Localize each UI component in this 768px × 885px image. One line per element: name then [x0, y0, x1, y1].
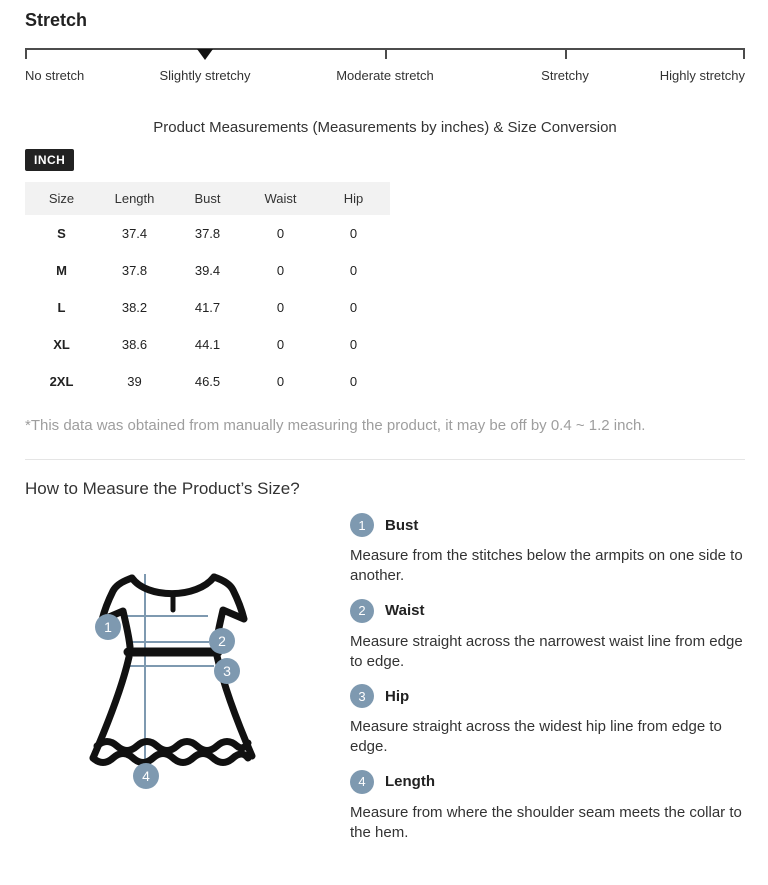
cell-length: 37.8	[121, 263, 148, 278]
unit-toggle-inch[interactable]: INCH	[25, 149, 74, 171]
cell-waist: 0	[276, 226, 285, 241]
col-header-waist: Waist	[244, 182, 317, 215]
dress-hem-upper-wave	[97, 742, 248, 751]
cell-hip: 0	[349, 337, 358, 352]
size-table-header-row	[25, 182, 390, 215]
cell-size: S	[57, 226, 66, 241]
size-table	[25, 182, 390, 400]
scale-tick	[25, 50, 27, 59]
table-row	[25, 326, 390, 363]
cell-hip: 0	[349, 300, 358, 315]
how-to-measure-section	[25, 513, 745, 855]
list-item	[350, 770, 745, 844]
list-item	[350, 513, 745, 587]
dress-measurement-diagram	[25, 513, 350, 855]
col-header-size: Size	[25, 182, 98, 215]
scale-label-highly-stretchy: Highly stretchy	[659, 68, 745, 83]
cell-length: 37.4	[121, 226, 148, 241]
cell-size: L	[57, 300, 66, 315]
instruction-desc-length: Measure from where the shoulder seam meets the collar to the hem.	[350, 803, 742, 841]
cell-size: 2XL	[49, 374, 74, 389]
section-divider	[25, 459, 745, 460]
scale-label-stretchy: Stretchy	[541, 68, 589, 83]
scale-tick	[743, 50, 745, 59]
cell-length: 38.6	[121, 337, 148, 352]
number-badge-1: 1	[350, 513, 374, 537]
cell-bust: 46.5	[194, 374, 221, 389]
cell-waist: 0	[276, 263, 285, 278]
instruction-desc-waist: Measure straight across the narrowest waist line from edge to edge.	[350, 632, 743, 670]
diagram-marker-1-label: 1	[104, 619, 112, 635]
instruction-label-bust: Bust	[385, 516, 419, 534]
dress-hem-lower-wave	[93, 754, 248, 763]
number-badge-4: 4	[350, 770, 374, 794]
how-to-measure-title: How to Measure the Product’s Size?	[25, 479, 300, 498]
list-item	[350, 684, 745, 758]
number-badge-2: 2	[350, 599, 374, 623]
cell-size: XL	[53, 337, 70, 352]
cell-hip: 0	[349, 226, 358, 241]
cell-size: M	[56, 263, 67, 278]
col-header-hip: Hip	[317, 182, 390, 215]
instruction-label-length: Length	[385, 773, 435, 790]
cell-hip: 0	[349, 374, 358, 389]
diagram-marker-3-label: 3	[223, 663, 231, 679]
table-row	[25, 363, 390, 400]
instruction-label-waist: Waist	[385, 602, 425, 619]
diagram-marker-4-label: 4	[142, 768, 150, 784]
cell-waist: 0	[276, 374, 285, 389]
cell-waist: 0	[276, 337, 285, 352]
stretch-scale-track	[25, 48, 745, 57]
scale-label-slightly-stretchy: Slightly stretchy	[159, 68, 251, 83]
cell-length: 38.2	[121, 300, 148, 315]
scale-label-no-stretch: No stretch	[25, 68, 85, 83]
scale-tick	[565, 50, 567, 59]
cell-length: 39	[127, 374, 142, 389]
stretch-section-title: Stretch	[25, 10, 88, 30]
stretch-marker-triangle-icon	[197, 49, 213, 60]
cell-bust: 44.1	[194, 337, 221, 352]
instruction-label-hip: Hip	[385, 687, 410, 705]
col-header-length: Length	[98, 182, 171, 215]
stretch-scale	[25, 48, 745, 84]
cell-bust: 41.7	[194, 300, 221, 315]
stretch-scale-labels	[25, 68, 745, 84]
measurements-title: Product Measurements (Measurements by inches) & Size Conversion	[153, 119, 617, 136]
measure-instructions	[350, 513, 745, 855]
dress-illustration	[75, 554, 315, 824]
scale-label-moderate-stretch: Moderate stretch	[336, 68, 434, 83]
measurement-disclaimer: *This data was obtained from manually measuring the product, it may be off by 0.4 ~ 1.2 inch.	[25, 417, 646, 434]
list-item	[350, 599, 745, 673]
col-header-bust: Bust	[171, 182, 244, 215]
cell-bust: 39.4	[194, 263, 221, 278]
instruction-desc-hip: Measure straight across the widest hip line from edge to edge.	[350, 718, 722, 756]
diagram-marker-2-label: 2	[218, 633, 226, 649]
number-badge-3: 3	[350, 684, 374, 708]
instruction-desc-bust: Measure from the stitches below the armpits on one side to another.	[350, 547, 743, 585]
scale-tick	[385, 50, 387, 59]
table-row	[25, 289, 390, 326]
cell-waist: 0	[276, 300, 285, 315]
cell-hip: 0	[349, 263, 358, 278]
table-row	[25, 252, 390, 289]
cell-bust: 37.8	[194, 226, 221, 241]
table-row	[25, 215, 390, 252]
